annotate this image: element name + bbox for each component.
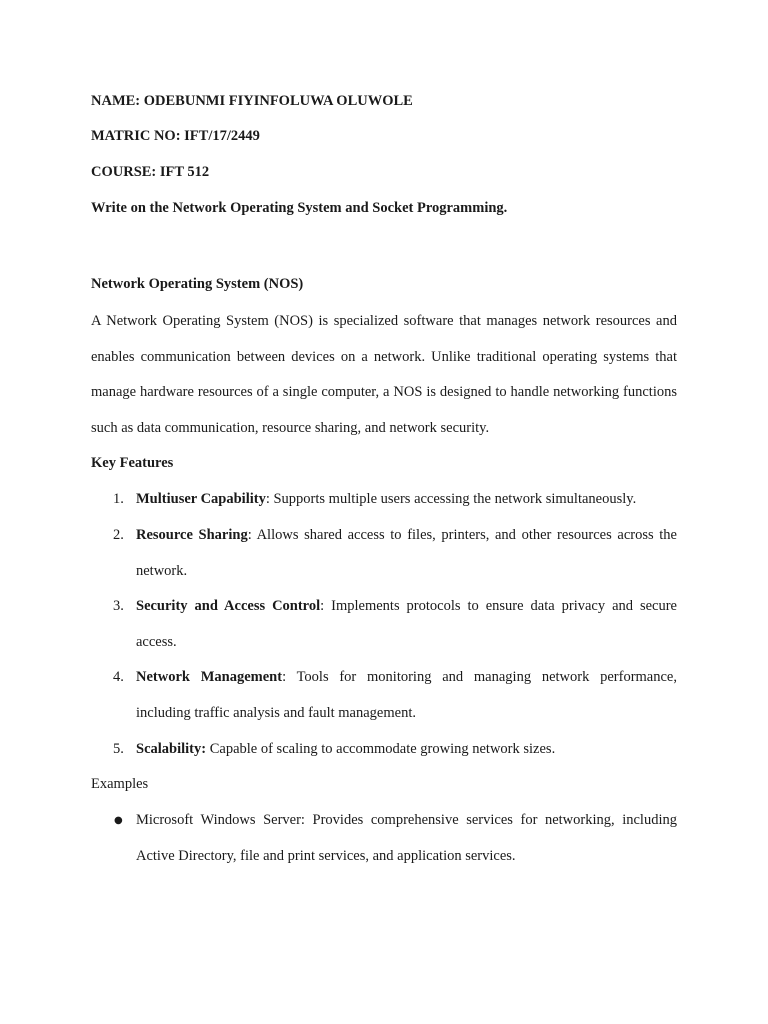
feature-term: Network Management: [136, 669, 283, 685]
feature-item-3: [91, 589, 677, 660]
bullet-icon: ●: [114, 815, 123, 826]
feature-description: : Allows shared access to files, printers, and other resources across the network.: [136, 527, 677, 579]
feature-description: : Tools for monitoring and managing network performance, including traffic analysis and fault management.: [136, 669, 677, 721]
course-code: COURSE: IFT 512: [91, 164, 210, 180]
feature-term: Multiuser Capability: [136, 491, 266, 507]
feature-item-1: [91, 482, 677, 518]
example-item-1: [91, 803, 677, 874]
list-number: 2.: [113, 527, 124, 543]
example-text: Microsoft Windows Server: Provides comprehensive services for networking, including Active Directory, file and print services, and application services.: [136, 812, 677, 864]
list-number: 4.: [113, 669, 124, 685]
list-number: 1.: [113, 491, 124, 507]
feature-term: Resource Sharing: [136, 527, 248, 543]
feature-text: [136, 732, 677, 768]
feature-item-4: [91, 660, 677, 731]
feature-description: Capable of scaling to accommodate growing network sizes.: [206, 741, 556, 757]
assignment-title: Write on the Network Operating System and Socket Programming.: [91, 200, 508, 216]
feature-text: [136, 518, 677, 589]
key-features-heading: Key Features: [91, 455, 174, 471]
feature-item-2: [91, 518, 677, 589]
student-name: NAME: ODEBUNMI FIYINFOLUWA OLUWOLE: [91, 93, 413, 109]
matric-number: MATRIC NO: IFT/17/2449: [91, 128, 260, 144]
nos-intro-paragraph: A Network Operating System (NOS) is specialized software that manages network resources and enables communication between devices on a network. Unlike traditional operating systems that manage hardware resources of a single computer, a NOS is designed to handle networking functions such as data communication, resource sharing, and network security.: [91, 313, 677, 436]
feature-description: : Supports multiple users accessing the network simultaneously.: [265, 491, 637, 507]
feature-text: [136, 482, 677, 518]
feature-term: Security and Access Control: [136, 598, 321, 614]
feature-term: Scalability:: [136, 741, 207, 757]
feature-item-5: [91, 732, 677, 768]
feature-text: [136, 660, 677, 731]
list-number: 5.: [113, 741, 124, 757]
feature-description: : Implements protocols to ensure data privacy and secure access.: [136, 598, 677, 650]
examples-heading: Examples: [91, 776, 149, 792]
list-number: 3.: [113, 598, 124, 614]
feature-text: [136, 589, 677, 660]
section-heading-nos: Network Operating System (NOS): [91, 276, 304, 292]
